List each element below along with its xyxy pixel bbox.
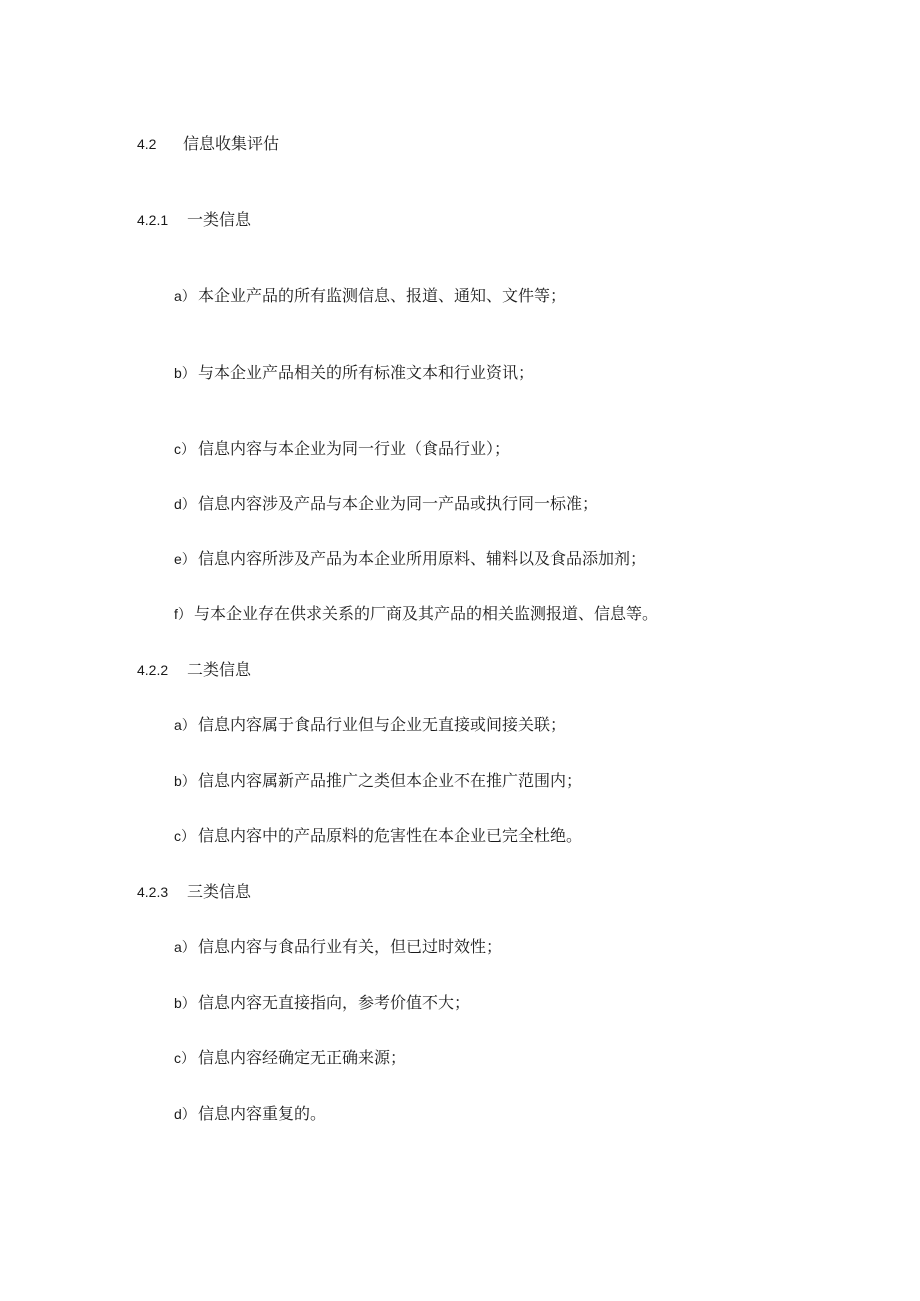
- subsection-heading: [137, 882, 251, 902]
- subsection-heading: [137, 660, 251, 680]
- list-item-label: f）: [174, 606, 192, 622]
- list-item-label: e）: [174, 551, 196, 567]
- list-item-text: 与本企业产品相关的所有标准文本和行业资讯；: [198, 363, 535, 382]
- list-item-text: 信息内容无直接指向，参考价值不大；: [198, 993, 471, 1012]
- subsection-heading: [137, 210, 251, 230]
- list-item-label: c）: [174, 441, 195, 457]
- list-item-text: 信息内容属新产品推广之类但本企业不在推广范围内；: [198, 771, 583, 790]
- list-item-text: 信息内容与本企业为同一行业（食品行业）；: [198, 439, 511, 458]
- subsection-title: 一类信息: [187, 210, 252, 229]
- list-item-text: 信息内容涉及产品与本企业为同一产品或执行同一标准；: [198, 494, 599, 513]
- list-item: [174, 771, 582, 791]
- list-item: [174, 993, 470, 1013]
- list-item-text: 信息内容重复的。: [198, 1104, 327, 1123]
- list-item: [174, 286, 566, 306]
- list-item-label: d）: [174, 1106, 196, 1122]
- list-item-text: 与本企业存在供求关系的厂商及其产品的相关监测报道、信息等。: [194, 604, 659, 623]
- list-item-label: b）: [174, 365, 196, 381]
- list-item: [174, 826, 582, 846]
- list-item: [174, 715, 566, 735]
- list-item: [174, 439, 510, 459]
- list-item-text: 信息内容所涉及产品为本企业所用原料、辅料以及食品添加剂；: [198, 549, 647, 568]
- section-heading: [137, 134, 279, 154]
- list-item: [174, 937, 502, 957]
- section-title: 信息收集评估: [183, 134, 280, 153]
- subsection-number: 4.2.3: [137, 884, 169, 900]
- list-item-text: 信息内容经确定无正确来源；: [198, 1048, 407, 1067]
- list-item-label: c）: [174, 828, 195, 844]
- subsection-title: 三类信息: [187, 882, 252, 901]
- list-item-text: 信息内容与食品行业有关，但已过时效性；: [198, 937, 503, 956]
- subsection-title: 二类信息: [187, 660, 252, 679]
- list-item-label: d）: [174, 496, 196, 512]
- list-item: [174, 1104, 326, 1124]
- subsection-number: 4.2.2: [137, 662, 169, 678]
- list-item-label: c）: [174, 1050, 195, 1066]
- list-item: [174, 494, 598, 514]
- list-item-label: b）: [174, 995, 196, 1011]
- list-item: [174, 1048, 406, 1068]
- list-item: [174, 604, 658, 624]
- list-item-text: 本企业产品的所有监测信息、报道、通知、文件等；: [198, 286, 567, 305]
- list-item-text: 信息内容属于食品行业但与企业无直接或间接关联；: [198, 715, 567, 734]
- section-number: 4.2: [137, 136, 157, 152]
- list-item-text: 信息内容中的产品原料的危害性在本企业已完全杜绝。: [198, 826, 583, 845]
- list-item-label: b）: [174, 773, 196, 789]
- list-item-label: a）: [174, 717, 196, 733]
- list-item: [174, 363, 534, 383]
- list-item-label: a）: [174, 939, 196, 955]
- subsection-number: 4.2.1: [137, 212, 169, 228]
- list-item: [174, 549, 646, 569]
- list-item-label: a）: [174, 288, 196, 304]
